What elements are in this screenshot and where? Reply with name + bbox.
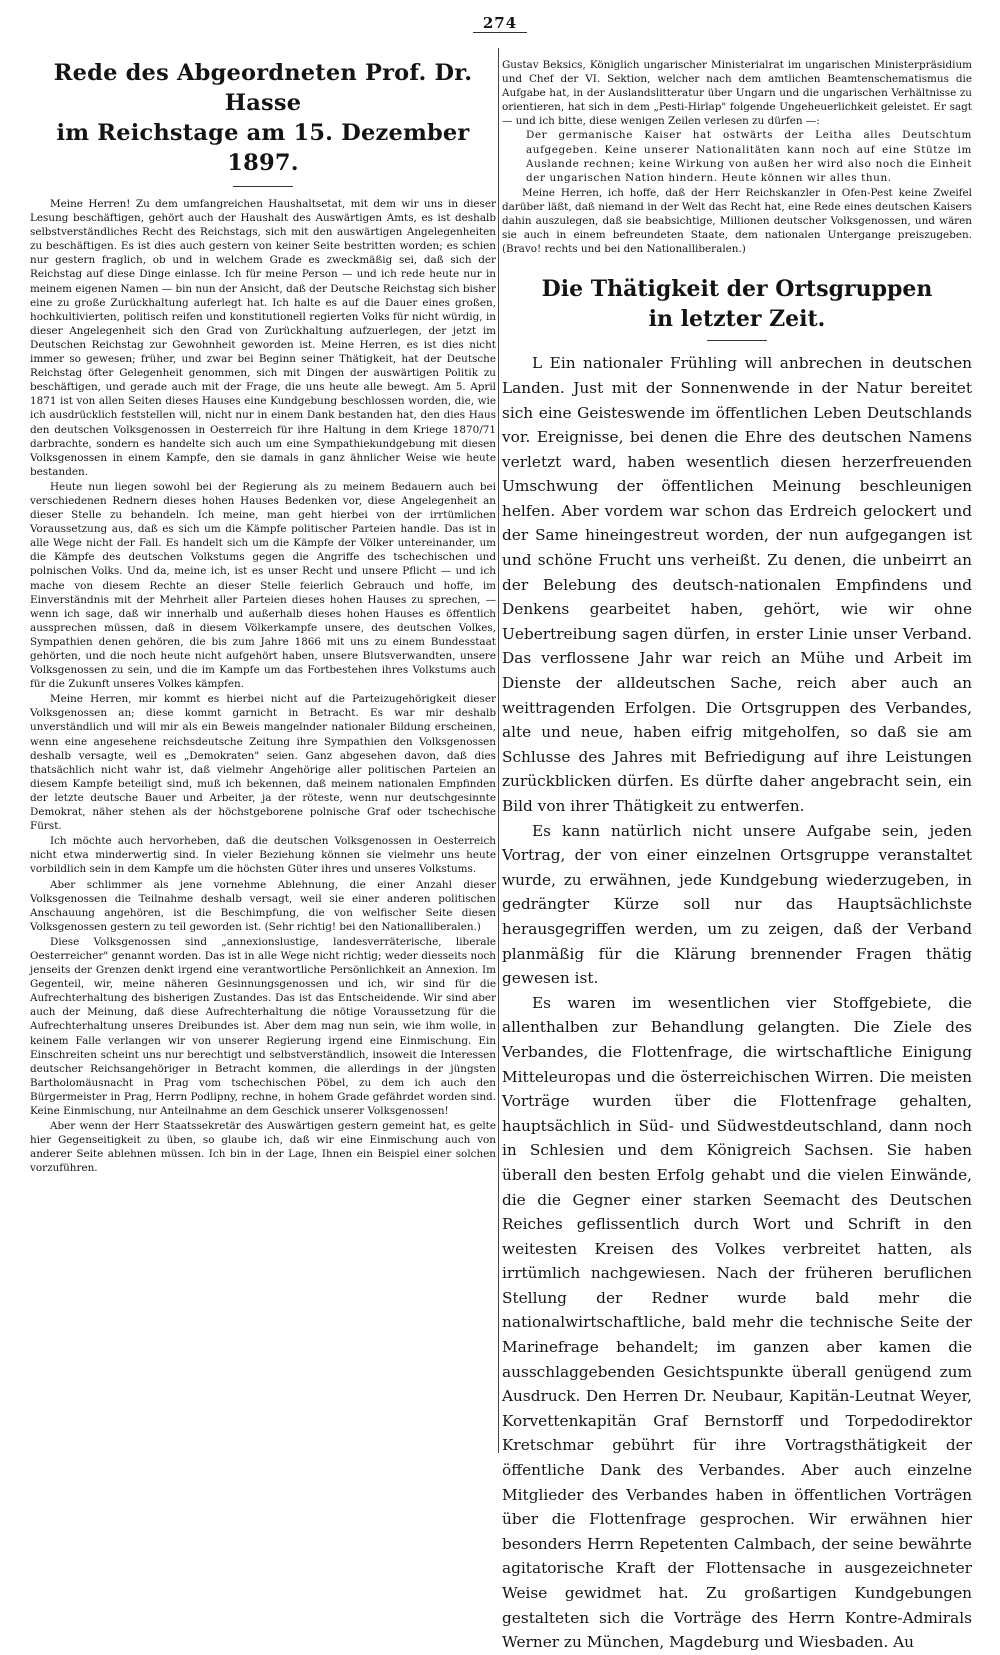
title-divider <box>233 186 293 187</box>
ortsgruppen-paragraph-3: Es waren im wesentlichen vier Stoffgebiete, die allenthalben zur Behandlung gelangten. Die Ziele des Verbandes, die Flottenfrage, die wirtschaftliche Einigung Mitteleuropas und die österreichischen Wirren. Die meisten Vorträge wurden über die Flottenfrage gehalten, hauptsächlich in Süd- und Südwestdeutschland, dann noch in Schlesien und dem Königreich Sachsen. Sie haben überall den besten Erfolg gehabt und die vielen Einwände, die die Gegner einer starken Seemacht des Deutschen Reiches geflissentlich durch Wort und Schrift in den weitesten Kreisen des Volkes verbreitet hatten, als irrtümlich nachgewiesen. Nach der früheren beruflichen Stellung der Redner wurde bald mehr die nationalwirtschaftliche, bald mehr die technische Seite der Marinefrage behandelt; im ganzen aber kamen die ausschlaggebenden Gesichtspunkte überall genügend zum Ausdruck. Den Herren Dr. Neubaur, Kapitän-Leutnat Weyer, Korvettenkapitän Graf Bernstorff und Torpedodirektor Kretschmar gebührt für ihre Vortragsthätigkeit der öffentliche Dank des Verbandes. Aber auch einzelne Mitglieder des Verbandes haben in öffentlichen Vorträgen über die Flottenfrage gesprochen. Wir erwähnen hier besonders Herrn Repetenten Calmbach, der seine bewährte agitatorische Kraft der Flottensache in ausgezeichneter Weise gewidmet hat. Zu großartigen Kundgebungen gestalteten sich die Vorträge des Herrn Kontre-Admirals Werner zu München, Magdeburg und Wiesbaden. Au <box>502 993 972 1652</box>
speech-paragraph-1: Meine Herren! Zu dem umfangreichen Haushaltsetat, mit dem wir uns in dieser Lesung beschäftigen, gehört auch der Haushalt des Auswärtigen Amts, es ist deshalb selbstverständliches Recht des Reichstags, sich mit den auswärtigen Angelegenheiten zu beschäftigen. Es ist dies auch gestern von keiner Seite bestritten worden; es schien nur gestern fraglich, ob und in welchem Grade es zweckmäßig sei, daß sich der Reichstag auf diese Dinge einlasse. Ich für meine Person — und ich rede heute nur in meinem eigenen Namen — bin nun der Ansicht, daß der Deutsche Reichstag sich bisher eine zu große Zurückhaltung auferlegt hat. Ich halte es auf die Dauer eines großen, hochkultivierten, politisch reifen und konstitutionell regierten Volks für nicht würdig, in dieser Angelegenheit sich den Grad von Zurückhaltung aufzuerlegen, der jetzt im Deutschen Reichstag zur Gewohnheit geworden ist. Meine Herren, es ist dies nicht immer so gewesen; früher, und zwar bei Beginn seiner Thätigkeit, hat der Deutsche Reichstag öfter Gelegenheit genommen, sich mit Dingen der auswärtigen Politik zu beschäftigen, und gerade auch mit der Frage, die uns heute alle bewegt. Am 5. April 1871 ist von allen Seiten dieses Hauses eine Kundgebung beschlossen worden, die, wie ich ausdrücklich feststellen will, nicht nur in einem Dank bestanden hat, den dies Haus den deutschen Volksgenossen in Oesterreich für ihre Haltung in dem Kriege 1870/71 darbrachte, sondern es handelte sich auch um eine Sympathiekundgebung mit diesen Volksgenossen in einem Kampfe, den sie damals in ganz ähnlicher Weise wie heute bestanden. <box>30 198 496 478</box>
speech-paragraph-6: Diese Volksgenossen sind „annexionslustige, landesverräterische, liberale Oesterreicher" genannt worden. Das ist in alle Wege nicht richtig; weder diesseits noch jenseits der Grenzen denkt irgend eine verantwortliche Persönlichkeit an Annexion. Im Gegenteil, wir, meine näheren Gesinnungsgenossen und ich, wir sind für die Aufrechterhaltung des bisherigen Zustandes. Das ist das Entscheidende. Wir sind aber auch der Meinung, daß diese Aufrechterhaltung die nötige Voraussetzung für die Aufrechterhaltung unseres Dreibundes ist. Aber dem mag nun sein, wie ihm wolle, in keinem Falle verlangen wir von unserer Regierung irgend eine Einmischung. Ein Einschreiten scheint uns nur berechtigt und selbstverständlich, insoweit die Interessen deutscher Reichsangehöriger in Betracht kommen, die allerdings in der jüngsten Bartholomäusnacht in Prag vom tschechischen Pöbel, zu dem ich auch den Bürgermeister in Prag, Herrn Podlipny, rechne, in hohem Grade gefährdet worden sind. Keine Einmischung, nur Anteilnahme an dem Geschick unserer Volksgenossen! <box>30 935 496 1117</box>
ortsgruppen-body <box>502 351 972 1654</box>
speech-paragraph-2: Heute nun liegen sowohl bei der Regierung als zu meinem Bedauern auch bei verschiedenen Rednern dieses hohen Hauses Bedenken vor, diese Angelegenheit an dieser Stelle zu behandeln. Ich meine, man geht hierbei von der irrtümlichen Voraussetzung aus, daß es sich um die Kämpfe politischer Parteien handle. Das ist in alle Wege nicht der Fall. Es handelt sich um die Kämpfe der Völker untereinander, um die Kämpfe des deutschen Volkstums gegen die Angriffe des tschechischen und polnischen Volks. Und da, meine ich, ist es unser Recht und unsere Pflicht — und ich mache von diesem Rechte an dieser Stelle feierlich Gebrauch und hoffe, im Einverständnis mit der Mehrheit aller Parteien dieses hohen Hauses zu sprechen, — wenn ich sage, daß wir innerhalb und außerhalb dieses hohen Hauses es öffentlich aussprechen müssen, daß in diesem Völkerkampfe unsere, des deutschen Volkes, Sympathien denen gehören, die bis zum Jahre 1866 mit uns zu einem Bundesstaat gehörten, und die noch heute nicht aufgehört haben, unsere Blutsverwandten, unsere Volksgenossen zu sein, und die im Kampfe um das Fortbestehen ihres Volkstums auch für die Zukunft unseres Volkes kämpfen. <box>30 480 496 691</box>
right-column <box>502 58 972 1655</box>
speech-quote: Der germanische Kaiser hat ostwärts der Leitha alles Deutschtum aufgegeben. Keine unserer Nationalitäten kann noch auf eine Stütze im Auslande rechnen; keine Wirkung von außen her wird also noch die Einheit der ungarischen Nation hindern. Heute können wir alles thun. <box>526 129 972 184</box>
speech-closing-paragraph: Meine Herren, ich hoffe, daß der Herr Reichskanzler in Ofen-Pest keine Zweifel darüber läßt, daß niemand in der Welt das Recht hat, eine Rede eines deutschen Kaisers dahin auszulegen, daß sie beabsichtige, Millionen deutscher Volksgenossen, und wären sie auch in einem befreundeten Staate, dem nationalen Untergange preiszugeben. (Bravo! rechts und bei den Nationalliberalen.) <box>502 186 972 256</box>
ortsgruppen-paragraph-2: Es kann natürlich nicht unsere Aufgabe sein, jeden Vortrag, der von einer einzelnen Ortsgruppe veranstaltet wurde, zu erwähnen, jede Kundgebung wiederzugeben, in gedrängter Kürze soll nur das Hauptsächlichste herausgegriffen werden, um zu zeigen, daß der Verband planmäßig für die Klärung brennender Fragen thätig gewesen ist. <box>502 821 972 988</box>
left-column <box>30 58 496 1175</box>
article-title-ortsgruppen <box>502 274 972 334</box>
page-number: 274 <box>0 14 1000 33</box>
ortsgruppen-paragraph-1: L Ein nationaler Frühling will anbrechen in deutschen Landen. Just mit der Sonnenwende in der Natur bereitet sich eine Geisteswende im öffentlichen Leben Deutschlands vor. Ereignisse, bei denen die Ehre des deutschen Namens verletzt ward, haben wesentlich diesen herzerfreuenden Umschwung der öffentlichen Meinung beschleunigen helfen. Aber vordem war schon das Erdreich gelockert und der Same hineingestreut worden, der nun aufgegangen ist und schöne Frucht uns verheißt. Zu denen, die unbeirrt an der Belebung des deutsch-nationalen Empfindens und Denkens gearbeitet haben, gehört, wie wir ohne Uebertreibung sagen dürfen, in erster Linie unser Verband. Das verflossene Jahr war reich an Mühe und Arbeit im Dienste der alldeutschen Sache, reich aber auch an weittragenden Erfolgen. Die Ortsgruppen des Verbandes, alte und neue, haben eifrig mitgeholfen, so daß sie am Schlusse des Jahres mit Befriedigung auf ihre Leistungen zurückblicken dürfen. Es dürfte daher angebracht sein, ein Bild von ihrer Thätigkeit zu entwerfen. <box>502 354 972 815</box>
speech-paragraph-3: Meine Herren, mir kommt es hierbei nicht auf die Parteizugehörigkeit dieser Volksgenossen an; diese kommt garnicht in Betracht. Es war mir deshalb unverständlich und will mir als ein Beweis mangelnder nationaler Bildung erscheinen, wenn eine angesehene reichsdeutsche Zeitung ihre Sympathien den Volksgenossen deshalb versagte, weil es „Demokraten" seien. Ganz abgesehen davon, daß dies thatsächlich nicht wahr ist, daß vielmehr Angehörige aller politischen Parteien an diesem Kampfe beteiligt sind, muß ich bekennen, daß meinem nationalen Empfinden der letzte deutsche Bauer und Arbeiter, ja der röteste, wenn nur deutschgesinnte Demokrat, näher stehen als der höchstgeborene polnische Graf oder tschechische Fürst. <box>30 693 496 833</box>
article-title-line-2: in letzter Zeit. <box>648 306 826 333</box>
speech-paragraph-7: Aber wenn der Herr Staatssekretär des Auswärtigen gestern gemeint hat, es gelte hier Gegenseitigkeit zu üben, so glaube ich, daß wir eine Einmischung auch von anderer Seite ablehnen müssen. Ich bin in der Lage, Ihnen ein Beispiel einer solchen vorzuführen. <box>30 1120 496 1175</box>
title-divider <box>707 340 767 341</box>
article-title-speech <box>30 58 496 178</box>
speech-paragraph-4: Ich möchte auch hervorheben, daß die deutschen Volksgenossen in Oesterreich nicht etwa minderwertig sind. In vieler Beziehung können sie vielmehr uns heute vorbildlich sein in dem Kampfe um die höchsten Güter ihres und unseres Volkstums. <box>30 835 496 876</box>
article-title-line-1: Rede des Abgeordneten Prof. Dr. Hasse <box>53 60 473 116</box>
column-divider <box>498 48 499 1453</box>
article-title-line-1: Die Thätigkeit der Ortsgruppen <box>541 276 933 303</box>
speech-continuation <box>502 58 972 256</box>
speech-paragraph-5: Aber schlimmer als jene vornehme Ablehnung, die einer Anzahl dieser Volksgenossen die Teilnahme deshalb versagt, weil sie einer anderen politischen Anschauung angehören, ist die Beschimpfung, die von welfischer Seite diesen Volksgenossen gestern zu teil geworden ist. (Sehr richtig! bei den Nationalliberalen.) <box>30 878 496 933</box>
article-title-line-2: im Reichstage am 15. Dezember 1897. <box>56 120 470 176</box>
speech-body <box>30 197 496 1175</box>
speech-continuation-paragraph: Gustav Beksics, Königlich ungarischer Ministerialrat im ungarischen Ministerpräsidium und Chef der VI. Sektion, welcher nach dem amtlichen Beamtenschematismus die Aufgabe hat, in der Auslandslitteratur über Ungarn und die ungarischen Verhältnisse zu orientieren, hat sich in dem „Pesti-Hirlap" folgende Ungeheuerlichkeit geleistet. Er sagt — und ich bitte, diese wenigen Zeilen verlesen zu dürfen —: <box>502 59 972 128</box>
